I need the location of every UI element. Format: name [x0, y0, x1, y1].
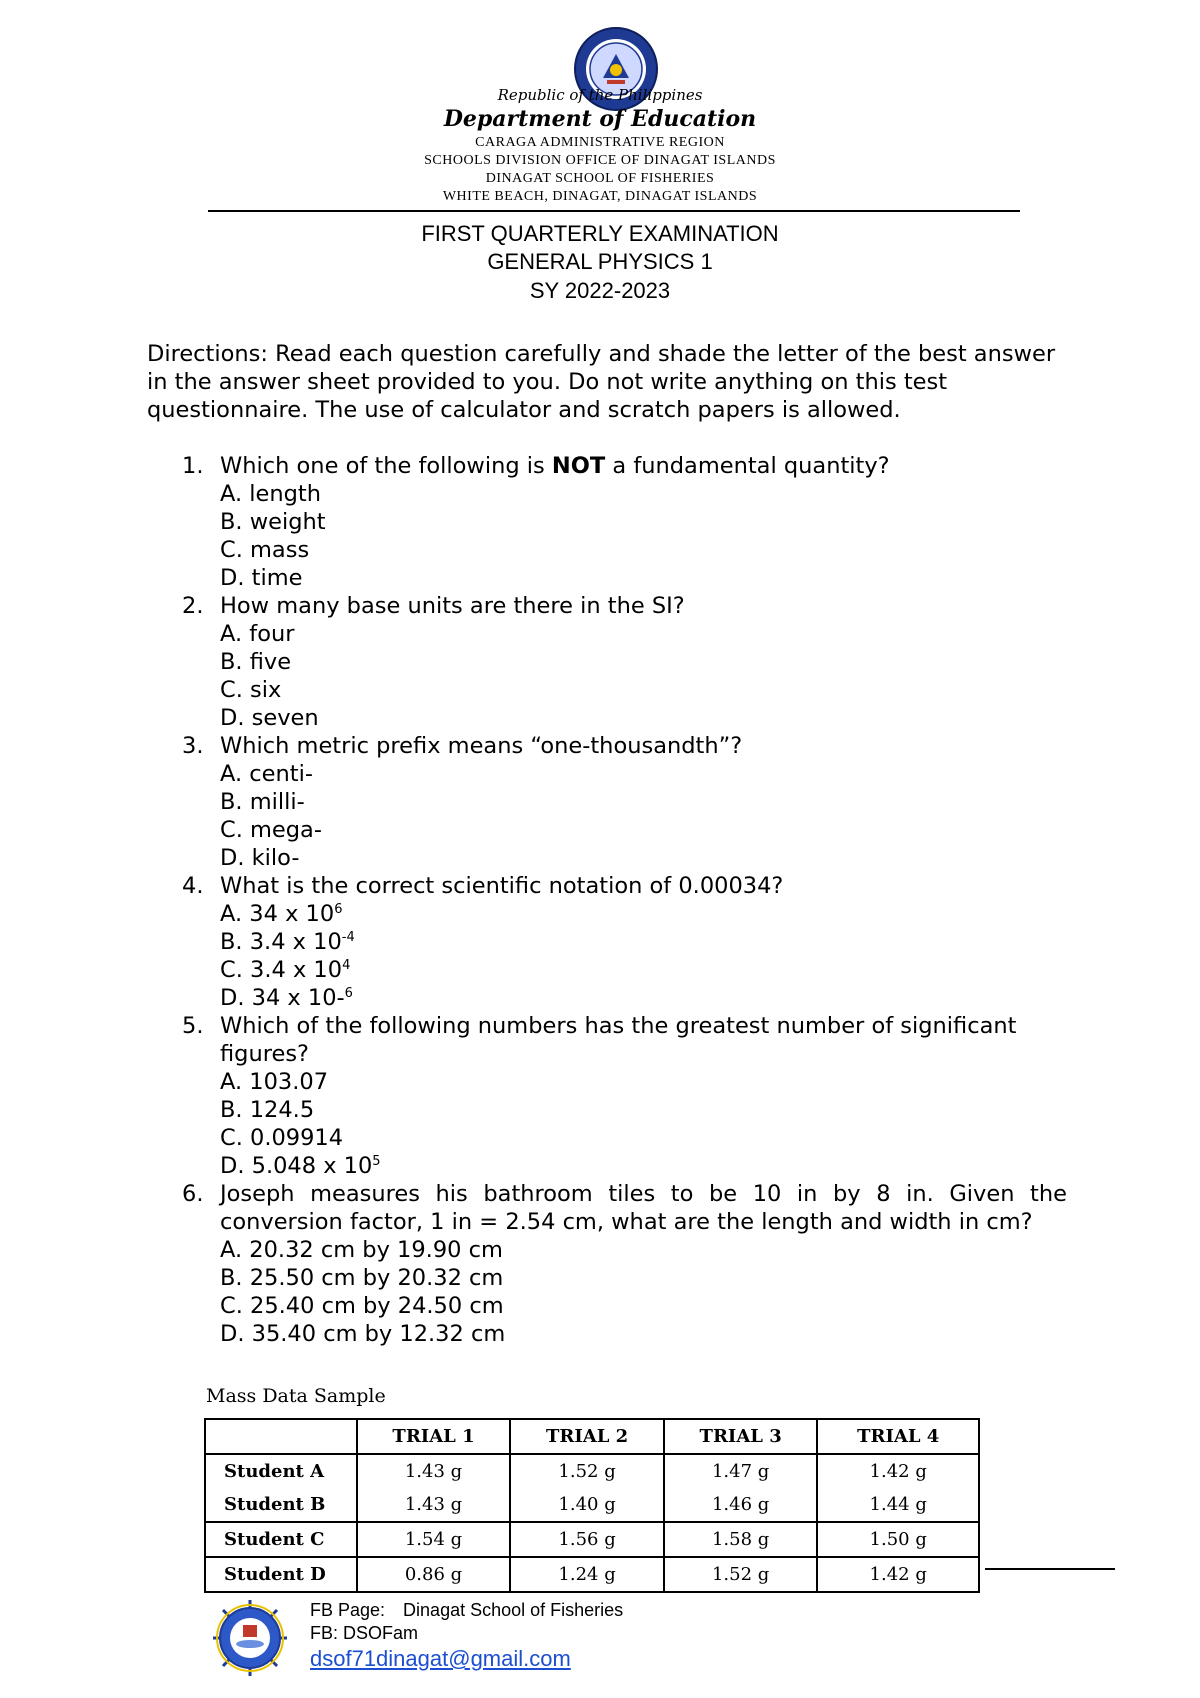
footer-email-link[interactable]: dsof71dinagat@gmail.com	[310, 1646, 571, 1671]
option-c: C. 0.09914	[220, 1125, 344, 1151]
table-cell: 0.86 g	[357, 1557, 511, 1592]
question-number: 3.	[182, 733, 204, 759]
option-a: A. centi-	[220, 761, 313, 787]
table-cell: 1.42 g	[817, 1454, 979, 1488]
option-c: C. 3.4 x $10^4$	[220, 957, 351, 983]
option-b: B. 3.4 x $10^{-4}$	[220, 929, 355, 955]
question-list	[147, 452, 1067, 1348]
table-row	[205, 1557, 979, 1592]
table-cell: 1.24 g	[510, 1557, 664, 1592]
row-label: Student A	[205, 1454, 357, 1488]
division-line: SCHOOLS DIVISION OFFICE OF DINAGAT ISLANDS	[424, 153, 776, 168]
footer-fb: FB: DSOFam	[310, 1623, 419, 1643]
table-header-cell: TRIAL 1	[357, 1419, 511, 1454]
table-cell: 1.56 g	[510, 1522, 664, 1557]
question-6	[147, 1180, 1067, 1348]
question-1	[147, 452, 1067, 592]
republic-line: Republic of the Philippines	[497, 86, 703, 104]
option-c: C. mass	[220, 537, 310, 563]
exam-subject: GENERAL PHYSICS 1	[487, 249, 713, 274]
question-number: 4.	[182, 873, 204, 899]
option-a: A. 34 x $10^6$	[220, 901, 343, 927]
option-b: B. milli-	[220, 789, 305, 815]
table-cell: 1.47 g	[664, 1454, 818, 1488]
option-c: C. six	[220, 677, 282, 703]
table-header-cell: TRIAL 4	[817, 1419, 979, 1454]
option-b: B. five	[220, 649, 292, 675]
table-cell: 1.54 g	[357, 1522, 511, 1557]
table-caption: Mass Data Sample	[206, 1385, 386, 1407]
department-line: Department of Education	[443, 106, 757, 132]
question-number: 2.	[182, 593, 204, 619]
table-cell: 1.44 g	[817, 1488, 979, 1522]
option-b: B. 124.5	[220, 1097, 315, 1123]
option-d: D. 35.40 cm by 12.32 cm	[220, 1321, 506, 1347]
option-a: A. 103.07	[220, 1069, 329, 1095]
header-divider	[208, 210, 1020, 212]
option-d: D. seven	[220, 705, 319, 731]
option-d: D. kilo-	[220, 845, 300, 871]
option-a: A. 20.32 cm by 19.90 cm	[220, 1237, 503, 1263]
question-text: How many base units are there in the SI?	[220, 593, 685, 619]
table-header-row	[205, 1419, 979, 1454]
question-text: Joseph measures his bathroom tiles to be 10 in by 8 in. Given the conversion factor, 1 in = 2.54 cm, what are the length and width in cm?	[220, 1181, 1067, 1235]
row-label: Student D	[205, 1557, 357, 1592]
option-a: A. four	[220, 621, 295, 647]
region-line: CARAGA ADMINISTRATIVE REGION	[475, 135, 725, 150]
option-a: A. length	[220, 481, 322, 507]
side-rule	[985, 1568, 1115, 1570]
question-number: 5.	[182, 1013, 204, 1039]
table-cell: 1.50 g	[817, 1522, 979, 1557]
school-logo-icon	[205, 1598, 295, 1678]
table-header-cell: TRIAL 3	[664, 1419, 818, 1454]
table-cell: 1.46 g	[664, 1488, 818, 1522]
row-label: Student C	[205, 1522, 357, 1557]
question-3	[147, 732, 1067, 872]
table-row	[205, 1454, 979, 1488]
option-b: B. 25.50 cm by 20.32 cm	[220, 1265, 504, 1291]
table-header-cell: TRIAL 2	[510, 1419, 664, 1454]
table-cell: 1.52 g	[510, 1454, 664, 1488]
table-row	[205, 1488, 979, 1522]
question-4	[147, 872, 1067, 1012]
row-label: Student B	[205, 1488, 357, 1522]
table-header-blank	[205, 1419, 357, 1454]
mass-data-table	[204, 1418, 980, 1593]
option-d: D. 5.048 x $10^5$	[220, 1153, 381, 1179]
question-5	[147, 1012, 1067, 1180]
question-text: Which of the following numbers has the greatest number of significant figures?	[220, 1013, 1017, 1067]
footer-fb-page: FB Page: Dinagat School of Fisheries	[310, 1600, 624, 1620]
option-c: C. mega-	[220, 817, 322, 843]
table-cell: 1.43 g	[357, 1454, 511, 1488]
question-number: 6.	[182, 1181, 204, 1207]
address-line: WHITE BEACH, DINAGAT, DINAGAT ISLANDS	[442, 189, 758, 204]
table-cell: 1.43 g	[357, 1488, 511, 1522]
option-c: C. 25.40 cm by 24.50 cm	[220, 1293, 504, 1319]
exam-title: FIRST QUARTERLY EXAMINATION	[421, 221, 779, 246]
question-text: What is the correct scientific notation of 0.00034?	[220, 873, 784, 899]
emphasis-not: NOT	[551, 453, 606, 479]
table-cell: 1.58 g	[664, 1522, 818, 1557]
table-cell: 1.42 g	[817, 1557, 979, 1592]
question-text: Which one of the following is NOT a fundamental quantity?	[220, 453, 890, 479]
table-cell: 1.40 g	[510, 1488, 664, 1522]
question-text: Which metric prefix means “one-thousandth”?	[220, 733, 743, 759]
exam-school-year: SY 2022-2023	[529, 278, 671, 303]
option-d: D. time	[220, 565, 303, 591]
table-cell: 1.52 g	[664, 1557, 818, 1592]
question-number: 1.	[182, 453, 204, 479]
question-2	[147, 592, 1067, 732]
school-line: DINAGAT SCHOOL OF FISHERIES	[485, 171, 715, 186]
directions: Directions: Read each question carefully and shade the letter of the best answer in the answer sheet provided to you. Do not write anything on this test questionnaire. The use of calculator and scratch papers is allowed.	[147, 341, 1056, 423]
option-d: D. 34 x 10-$^6$	[220, 985, 353, 1011]
option-b: B. weight	[220, 509, 326, 535]
table-row	[205, 1522, 979, 1557]
